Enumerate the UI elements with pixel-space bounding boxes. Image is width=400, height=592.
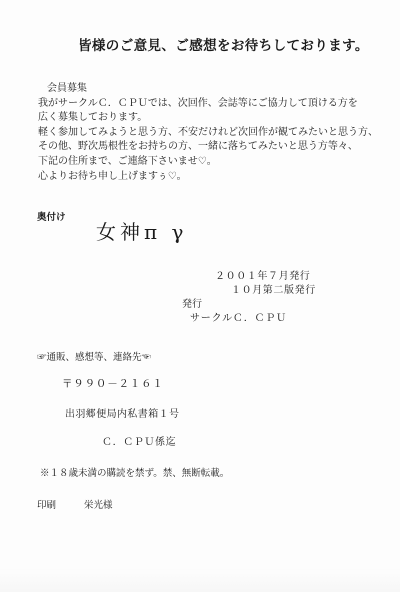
second-edition-date: １０月第二版発行 xyxy=(231,285,316,296)
printer-credit xyxy=(37,497,113,511)
page-heading: 皆様のご意見、ご感想をお待ちしております。 xyxy=(78,38,369,54)
recruitment-line: 広く募集しております。 xyxy=(38,112,148,124)
recipient-name: Ｃ．ＣＰＵ係迄 xyxy=(102,437,177,448)
publisher-label: 発行 xyxy=(182,299,202,310)
recruitment-line: 心よりお待ち申し上げますぅ♡。 xyxy=(38,170,187,182)
colophon-label: 奥付け xyxy=(37,212,66,223)
postal-code: 〒９９０－２１６１ xyxy=(62,378,164,390)
age-restriction-notice: ※１８歳未満の購読を禁ず。禁、無断転載。 xyxy=(40,468,230,479)
book-title: 女神π γ xyxy=(96,220,188,244)
printer-label: 印刷 xyxy=(37,500,57,511)
recruitment-line: その他、野次馬根性をお持ちの方、一緒に落ちてみたいと思う方等々、 xyxy=(38,141,358,153)
recruitment-line: 軽く参加してみようと思う方、不安だけれど次回作が観てみたいと思う方、 xyxy=(38,126,378,138)
recruitment-line: 下記の住所まで、ご連絡下さいませ♡。 xyxy=(38,155,217,167)
recruitment-title: 会員募集 xyxy=(47,83,87,94)
publication-date: ２００１年７月発行 xyxy=(215,271,311,282)
printer-name: 栄光様 xyxy=(84,500,113,511)
member-recruitment-section xyxy=(38,82,378,184)
recruitment-line: 我がサークルＣ．ＣＰＵでは、次回作、会誌等にご協力して頂ける方を xyxy=(38,97,358,109)
publisher-name: サークルＣ．ＣＰＵ xyxy=(190,313,287,324)
contact-heading: ☞通販、感想等、連絡先☜ xyxy=(37,352,152,363)
page-edge-shading xyxy=(0,568,400,592)
mailing-address: 出羽郷便局内私書箱１号 xyxy=(65,409,180,420)
